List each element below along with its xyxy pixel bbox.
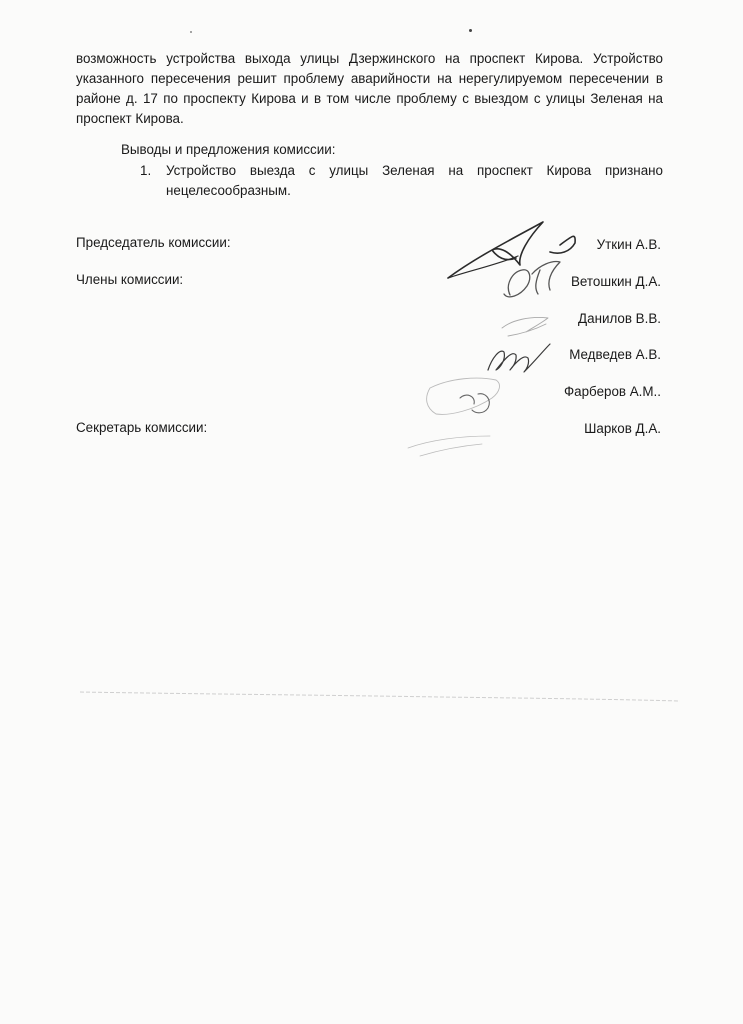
scan-speck: [469, 29, 472, 32]
signatory-name: Медведев А.В.: [569, 347, 661, 362]
item-line: Устройство выезда с улицы Зеленая на проспект Кирова признано: [166, 163, 663, 178]
members-label: Члены комиссии:: [76, 272, 184, 287]
signature-danilov: [502, 317, 548, 336]
signatory-name: Шарков Д.А.: [584, 421, 661, 436]
paragraph-line: проспект Кирова.: [76, 111, 184, 126]
signature-medvedev: [488, 344, 550, 372]
paragraph-line: указанного пересечения решит проблему аварийности на нерегулируемом пересечении в: [76, 71, 663, 86]
paragraph-line: возможность устройства выхода улицы Дзержинского на проспект Кирова. Устройство: [76, 51, 663, 66]
signatory-name: Уткин А.В.: [596, 237, 661, 252]
conclusions-heading: Выводы и предложения комиссии:: [121, 142, 336, 157]
signatory-name: Фарберов А.М..: [563, 384, 661, 399]
signature-chair-tail: [448, 256, 518, 278]
signature-sharkov: [408, 436, 490, 456]
signature-vetoshkin: [504, 262, 560, 297]
signature-chair: [448, 222, 575, 278]
scan-speck: [190, 31, 192, 33]
scan-artifact-line: [80, 689, 680, 703]
paragraph-line: районе д. 17 по проспекту Кирова и в том числе проблему с выездом с улицы Зеленая на: [76, 91, 663, 106]
handwritten-signatures: [400, 210, 640, 470]
signatory-name: Ветошкин Д.А.: [570, 274, 661, 289]
chair-label: Председатель комиссии:: [76, 235, 231, 250]
signatory-name: Данилов В.В.: [578, 311, 661, 326]
item-line: нецелесообразным.: [166, 183, 291, 198]
signature-farberov-mark: [460, 394, 489, 413]
item-number: 1.: [140, 163, 152, 178]
item-text: [166, 161, 663, 201]
secretary-label: Секретарь комиссии:: [76, 420, 208, 435]
body-paragraph: [76, 49, 663, 129]
